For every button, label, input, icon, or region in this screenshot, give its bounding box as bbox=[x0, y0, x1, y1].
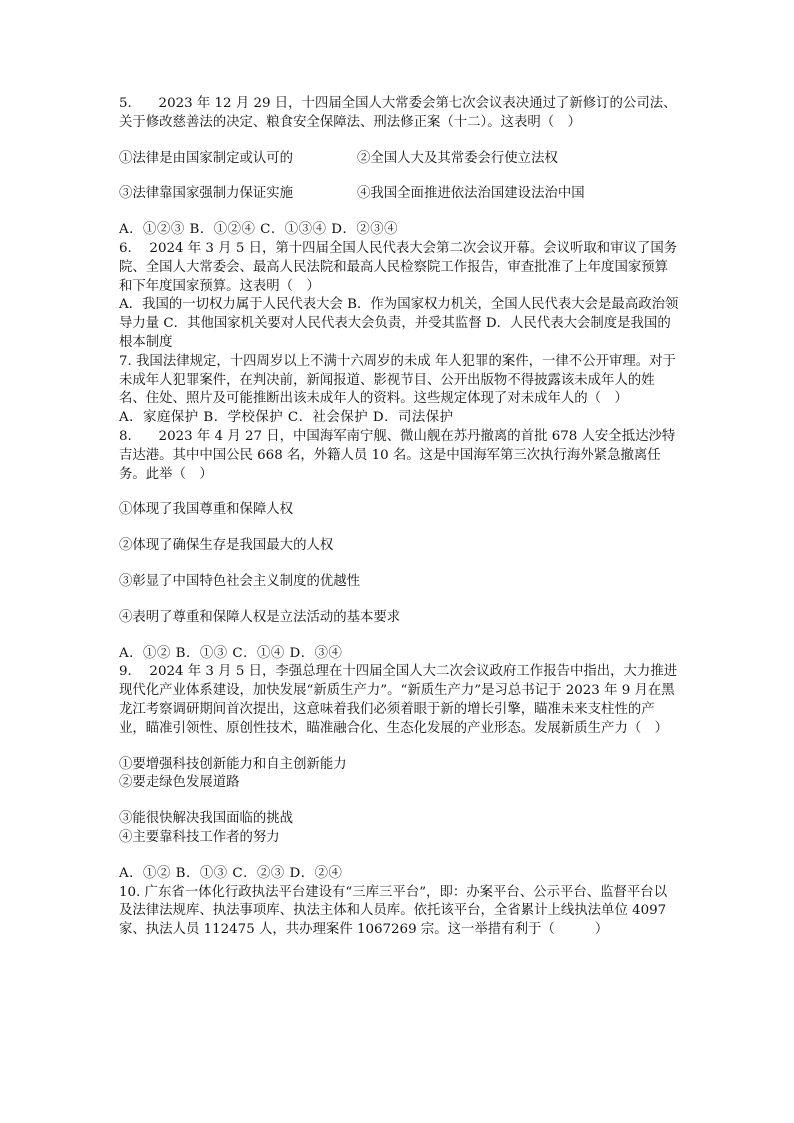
q5-statements-row1 bbox=[119, 150, 679, 169]
q8-statement-3: ③彰显了中国特色社会主义制度的优越性 bbox=[119, 573, 361, 589]
q9-stem: 9. 2024 年 3 月 5 日，李强总理在十四届全国人大二次会议政府工作报告中指出，大力推进现代化产业体系建设，加快发展“新质生产力”。“新质生产力”是习总书记于 2023 年 9 月在黑龙江考察调研期间首次提出，这意味着我们必须着眼于新的增长引擎，瞄准未来支柱性的产业，瞄准引领性、原创性技术，瞄准融合化、生态化发展的产业形态。发展新质生产力（ ） bbox=[119, 664, 678, 736]
q9-statement-3: ③能很快解决我国面临的挑战 bbox=[119, 811, 294, 827]
q8-options: A．①② B．①③ C．①④ D．③④ bbox=[119, 645, 343, 661]
q9-options: A．①② B．①③ C．②③ D．②④ bbox=[119, 865, 343, 881]
q8-statement-1: ①体现了我国尊重和保障人权 bbox=[119, 502, 294, 518]
q7-stem: 7. 我国法律规定，十四周岁以上不满十六周岁的未成 年人犯罪的案件，一律不公开审理。对于未成年人犯罪案件，在判决前，新闻报道、影视节目、公开出版物不得披露该未成年人的姓名、住处、照片及可能推断出该未成年人的资料。这些规定体现了对未成年人的（ ） bbox=[119, 353, 676, 407]
q5-statement-2: ②全国人大及其常委会行使立法权 bbox=[357, 150, 558, 166]
q8-statement-2: ②体现了确保生存是我国最大的人权 bbox=[119, 538, 334, 554]
q6-stem: 6. 2024 年 3 月 5 日，第十四届全国人民代表大会第二次会议开幕。会议听取和审议了国务院、全国人大常委会、最高人民法院和最高人民检察院工作报告，审查批准了上年度国家预算和下年度国家预算。这表明（ ） bbox=[119, 240, 678, 294]
q9-statement-1: ①要增强科技创新能力和自主创新能力 bbox=[119, 756, 347, 772]
q6-options: A．我国的一切权力属于人民代表大会 B．作为国家权力机关，全国人民代表大会是最高政治领导力量 C．其他国家机关要对人民代表大会负责，并受其监督 D．人民代表大会制度是我国的根本制度 bbox=[119, 297, 679, 350]
q8-statement-4: ④表明了尊重和保障人权是立法活动的基本要求 bbox=[119, 609, 401, 625]
q9-statement-2: ②要走绿色发展道路 bbox=[119, 775, 240, 791]
q9-statement-4: ④主要靠科技工作者的努力 bbox=[119, 829, 280, 845]
q5-statements-row2 bbox=[119, 185, 679, 204]
exam-page bbox=[119, 95, 679, 940]
q5-statement-3: ③法律靠国家强制力保证实施 bbox=[119, 186, 294, 202]
q5-stem: 5. 2023 年 12 月 29 日，十四届全国人大常委会第七次会议表决通过了新修订的公司法、关于修改慈善法的决定、粮食安全保障法、刑法修正案（十二）。这表明（ ） bbox=[119, 96, 677, 130]
q10-stem: 10. 广东省一体化行政执法平台建设有“三库三平台”，即：办案平台、公示平台、监督平台以及法律法规库、执法事项库、执法主体和人员库。依托该平台，全省累计上线执法单位 4097 家、执法人员 112475 人，共办理案件 1067269 宗。这一举措有利于（ ） bbox=[119, 884, 668, 938]
q7-options: A．家庭保护 B．学校保护 C．社会保护 D．司法保护 bbox=[119, 410, 454, 426]
q5-statement-4: ④我国全面推进依法治国建设法治中国 bbox=[357, 186, 585, 202]
q5-options: A．①②③ B．①②④ C．①③④ D．②③④ bbox=[119, 222, 399, 238]
q8-stem: 8. 2023 年 4 月 27 日，中国海军南宁舰、微山舰在苏丹撤离的首批 678 人安全抵达沙特吉达港。其中中国公民 668 名，外籍人员 10 名。这是中国海军第三次执行海外紧急撤离任务。此举（ ） bbox=[119, 428, 676, 482]
q5-statement-1: ①法律是由国家制定或认可的 bbox=[119, 150, 294, 166]
